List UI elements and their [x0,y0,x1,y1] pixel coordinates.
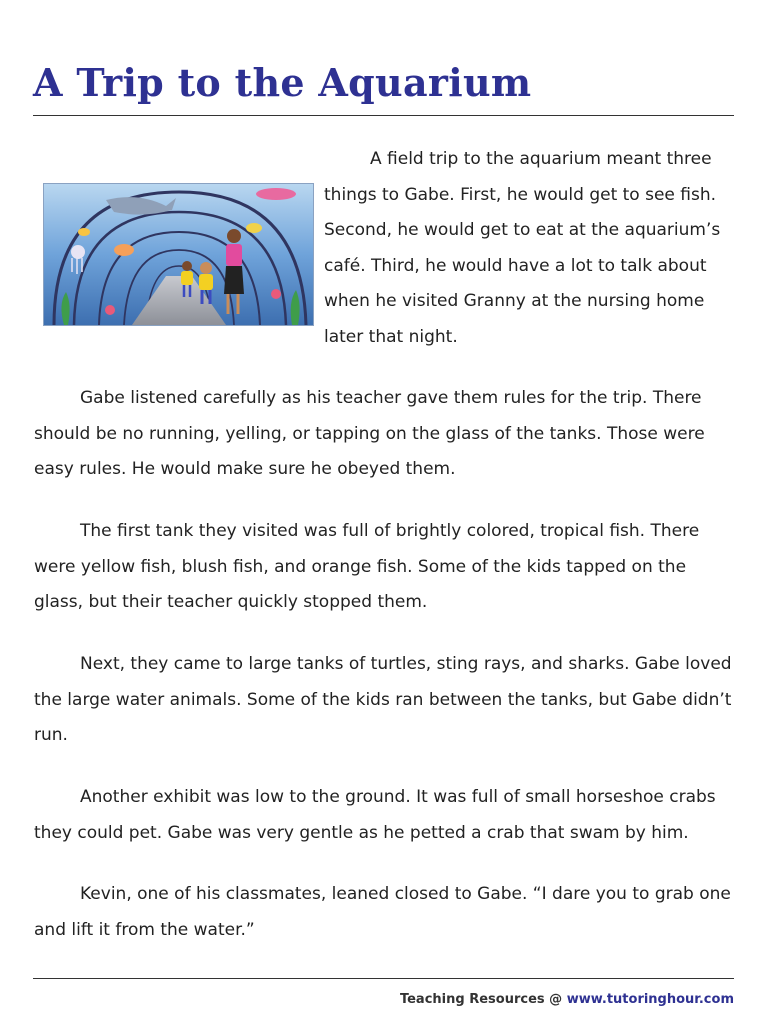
aquarium-illustration [43,183,314,326]
page-title: A Trip to the Aquarium [33,60,532,105]
paragraph-crab-exhibit: Another exhibit was low to the ground. It was full of small horseshoe crabs they could pet. Gabe was very gentle as he petted a crab that swam by him. [34,787,716,843]
title-divider [33,115,734,116]
aquarium-tunnel-scene [44,184,313,325]
paragraph-kevin-dare: Kevin, one of his classmates, leaned closed to Gabe. “I dare you to grab one and lift it from the water.” [34,884,731,940]
footer-site-link[interactable]: www.tutoringhour.com [566,992,734,1007]
footer-label: Teaching Resources @ [399,992,567,1007]
footer-divider [33,978,734,979]
paragraph-first-tank: The first tank they visited was full of brightly colored, tropical fish. There were yellow fish, blush fish, and orange fish. Some of the kids tapped on the glass, but their teacher quickly stopped them. [34,521,700,612]
paragraph-large-tanks: Next, they came to large tanks of turtles, sting rays, and sharks. Gabe loved the large water animals. Some of the kids ran between the tanks, but Gabe didn’t run. [34,654,732,745]
footer [400,992,734,1007]
paragraph-rules: Gabe listened carefully as his teacher gave them rules for the trip. There should be no running, yelling, or tapping on the glass of the tanks. Those were easy rules. He would make sure he obeyed them. [34,388,705,479]
paragraph-intro: A field trip to the aquarium meant three things to Gabe. First, he would get to see fish. Second, he would get to eat at the aquarium’s café. Third, he would have a lot to talk about when he visited Granny at the nursing home later that night. [324,149,721,347]
